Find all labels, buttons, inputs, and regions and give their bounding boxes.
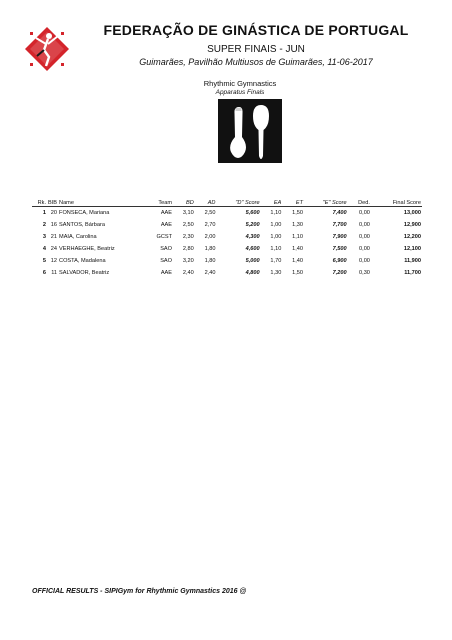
d-score-cell: 4,600 (245, 246, 260, 252)
d-score-cell: 5,000 (245, 258, 260, 264)
table-row (32, 219, 422, 231)
name-cell: FONSECA, Mariana (59, 210, 110, 216)
bd-cell: 2,40 (182, 270, 194, 276)
col-bib: BIB (48, 199, 58, 206)
et-cell: 1,50 (292, 270, 304, 276)
col-rank: Rk. (32, 199, 47, 207)
ded-cell: 0,00 (359, 246, 370, 252)
rank-cell: 3 (42, 234, 46, 240)
bd-cell: 2,80 (182, 246, 194, 252)
et-cell: 1,30 (292, 222, 304, 228)
col-bd: BD (173, 199, 195, 207)
final-score-cell: 12,100 (403, 246, 421, 252)
name-cell: SANTOS, Bárbara (59, 222, 105, 228)
e-score-cell: 6,900 (332, 258, 347, 264)
rank-cell: 2 (42, 222, 46, 228)
venue-date: Guimarães, Pavilhão Multiusos de Guimarães, 11-06-2017 (139, 57, 373, 67)
ea-cell: 1,70 (270, 258, 282, 264)
col-d-score: "D" Score (216, 199, 260, 207)
name-cell: MAIA, Carolina (59, 234, 97, 240)
d-score-cell: 4,300 (245, 234, 260, 240)
rank-cell: 5 (42, 258, 46, 264)
table-row (32, 231, 422, 243)
ded-cell: 0,00 (359, 234, 370, 240)
d-score-cell: 4,800 (245, 270, 260, 276)
bd-cell: 3,10 (182, 210, 194, 216)
et-cell: 1,40 (292, 246, 304, 252)
ea-cell: 1,00 (270, 222, 282, 228)
bd-cell: 2,30 (182, 234, 194, 240)
table-row (32, 243, 422, 255)
ea-cell: 1,10 (270, 210, 282, 216)
bib-cell: 21 (50, 234, 58, 240)
footer-text: OFFICIAL RESULTS - SIPIGym for Rhythmic Gymnastics 2016 @ (32, 588, 247, 595)
col-name: Name (58, 199, 142, 207)
ded-cell: 0,00 (359, 222, 370, 228)
final-score-cell: 11,700 (404, 270, 421, 276)
table-row (32, 255, 422, 267)
bd-cell: 3,20 (182, 258, 194, 264)
bib-cell: 20 (50, 210, 58, 216)
d-score-cell: 5,200 (245, 222, 260, 228)
name-cell: SALVADOR, Beatriz (59, 270, 110, 276)
clubs-apparatus-icon (218, 99, 282, 163)
team-cell: SAO (160, 246, 173, 252)
ea-cell: 1,30 (270, 270, 282, 276)
col-ded: Ded. (348, 199, 371, 207)
ad-cell: 2,70 (204, 222, 216, 228)
ded-cell: 0,30 (359, 270, 370, 276)
et-cell: 1,50 (292, 210, 304, 216)
results-table (32, 199, 422, 279)
header-row (32, 199, 422, 207)
final-score-cell: 12,200 (403, 234, 421, 240)
e-score-cell: 7,900 (332, 234, 347, 240)
bib-cell: 11 (51, 270, 58, 276)
team-cell: GCST (156, 234, 173, 240)
col-team: Team (142, 199, 173, 207)
final-score-cell: 11,900 (404, 258, 421, 264)
competition-title: SUPER FINAIS - JUN (207, 44, 305, 55)
rank-cell: 1 (42, 210, 46, 216)
ad-cell: 2,40 (204, 270, 216, 276)
team-cell: AAE (160, 210, 173, 216)
discipline: Rhythmic Gymnastics (203, 79, 277, 88)
rank-cell: 4 (42, 246, 46, 252)
bd-cell: 2,50 (182, 222, 194, 228)
team-cell: SAO (160, 258, 173, 264)
team-cell: AAE (160, 222, 173, 228)
federation-title: FEDERAÇÃO DE GINÁSTICA DE PORTUGAL (103, 22, 409, 38)
final-score-cell: 13,000 (403, 210, 421, 216)
e-score-cell: 7,500 (332, 246, 347, 252)
col-et: ET (282, 199, 304, 207)
ea-cell: 1,00 (270, 234, 282, 240)
bib-cell: 12 (50, 258, 58, 264)
rank-cell: 6 (42, 270, 46, 276)
col-ad: AD (195, 199, 217, 207)
e-score-cell: 7,200 (332, 270, 347, 276)
et-cell: 1,10 (292, 234, 304, 240)
ad-cell: 2,50 (204, 210, 216, 216)
team-cell: AAE (160, 270, 173, 276)
table-row (32, 267, 422, 279)
et-cell: 1,40 (292, 258, 304, 264)
col-e-score: "E" Score (304, 199, 348, 207)
e-score-cell: 7,400 (332, 210, 347, 216)
e-score-cell: 7,700 (332, 222, 347, 228)
name-cell: VERHAEGHE, Beatriz (59, 246, 115, 252)
ded-cell: 0,00 (359, 210, 370, 216)
d-score-cell: 5,600 (245, 210, 260, 216)
col-final: Final Score (371, 199, 422, 207)
name-cell: COSTA, Madalena (59, 258, 106, 264)
round-name: Apparatus Finals (215, 89, 265, 96)
bib-cell: 24 (50, 246, 58, 252)
ad-cell: 1,80 (204, 258, 216, 264)
ad-cell: 2,00 (204, 234, 216, 240)
col-ea: EA (261, 199, 283, 207)
ea-cell: 1,10 (270, 246, 282, 252)
ded-cell: 0,00 (359, 258, 370, 264)
ad-cell: 1,80 (204, 246, 216, 252)
table-row (32, 207, 422, 220)
final-score-cell: 12,900 (403, 222, 421, 228)
bib-cell: 16 (50, 222, 58, 228)
